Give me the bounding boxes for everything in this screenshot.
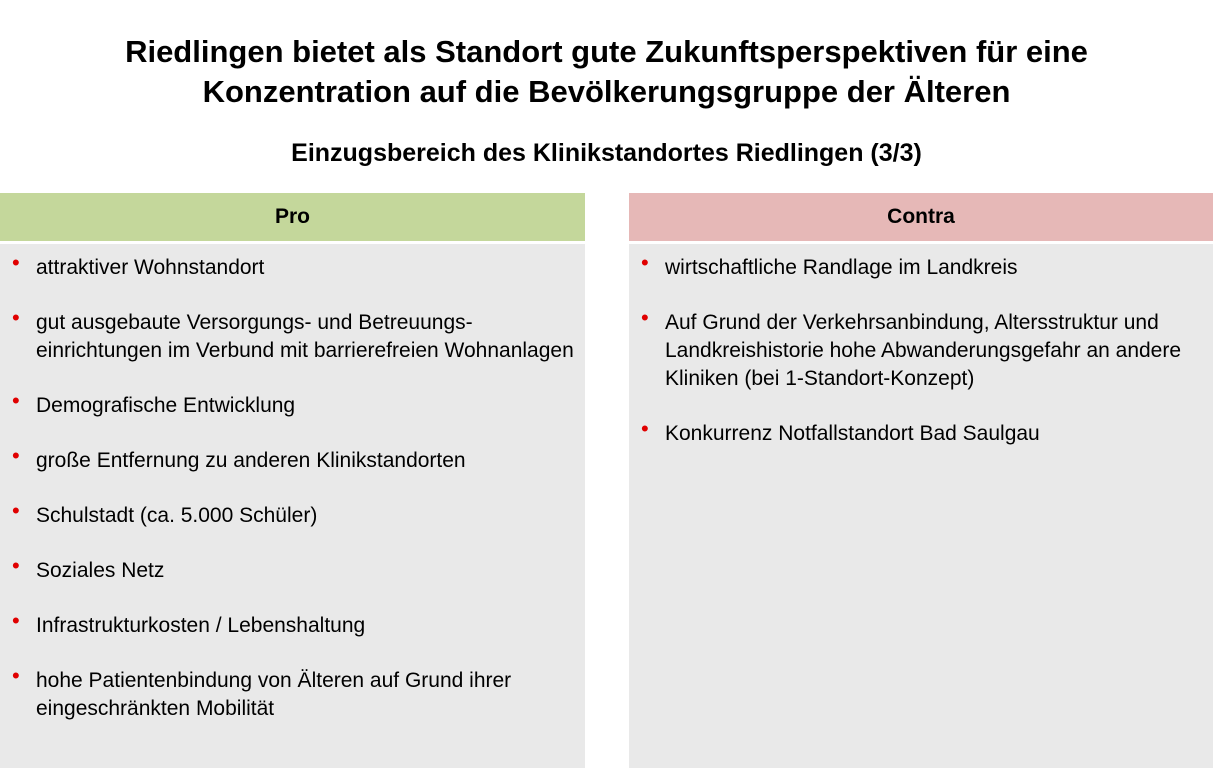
contra-item-text: Auf Grund der Verkehrsanbindung, Altersstruktur und Landkreishistorie hohe Abwanderungsgefahr an andere Kliniken (bei 1-Standort-Konzept) (665, 311, 1182, 390)
bullet-icon: • (641, 305, 649, 330)
contra-item (629, 250, 1213, 282)
pro-item (0, 305, 585, 365)
pro-item-text: hohe Patientenbindung von Älteren auf Grund ihrer eingeschränkten Mobilität (36, 669, 512, 720)
slide-title (0, 32, 1213, 112)
pro-item-text: Soziales Netz (36, 559, 165, 582)
pro-item-text: Schulstadt (ca. 5.000 Schüler) (36, 504, 318, 527)
pro-item (0, 663, 585, 723)
contra-item (629, 416, 1213, 448)
pro-item (0, 553, 585, 585)
contra-item-text: Konkurrenz Notfallstandort Bad Saulgau (665, 422, 1040, 445)
pro-item (0, 388, 585, 420)
pro-item-text: attraktiver Wohnstandort (36, 256, 265, 279)
pro-header: Pro (0, 193, 585, 244)
bullet-icon: • (12, 663, 20, 688)
bullet-icon: • (12, 553, 20, 578)
bullet-icon: • (12, 388, 20, 413)
slide-subtitle: Einzugsbereich des Klinikstandortes Riedlingen (3/3) (291, 139, 922, 167)
bullet-icon: • (12, 305, 20, 330)
contra-item-text: wirtschaftliche Randlage im Landkreis (665, 256, 1018, 279)
title-line-2: Konzentration auf die Bevölkerungsgruppe der Älteren (202, 74, 1011, 109)
bullet-icon: • (641, 416, 649, 441)
contra-list (629, 244, 1213, 448)
bullet-icon: • (12, 498, 20, 523)
bullet-icon: • (12, 608, 20, 633)
pro-item (0, 608, 585, 640)
pro-item-text: Demografische Entwicklung (36, 394, 296, 417)
contra-item (629, 305, 1213, 393)
pro-item (0, 443, 585, 475)
pro-item-text: Infrastrukturkosten / Lebenshaltung (36, 614, 366, 637)
contra-column (629, 193, 1213, 768)
bullet-icon: • (641, 250, 649, 275)
bullet-icon: • (12, 250, 20, 275)
title-line-1: Riedlingen bietet als Standort gute Zukunftsperspektiven für eine (125, 34, 1088, 69)
pro-item (0, 250, 585, 282)
bullet-icon: • (12, 443, 20, 468)
pro-item-text: große Entfernung zu anderen Klinikstandorten (36, 449, 466, 472)
pro-column (0, 193, 585, 768)
contra-header: Contra (629, 193, 1213, 244)
pro-item-text: gut ausgebaute Versorgungs- und Betreuungs-einrichtungen im Verbund mit barrierefreien Wohnanlagen (36, 311, 574, 362)
pro-item (0, 498, 585, 530)
pro-list (0, 244, 585, 723)
